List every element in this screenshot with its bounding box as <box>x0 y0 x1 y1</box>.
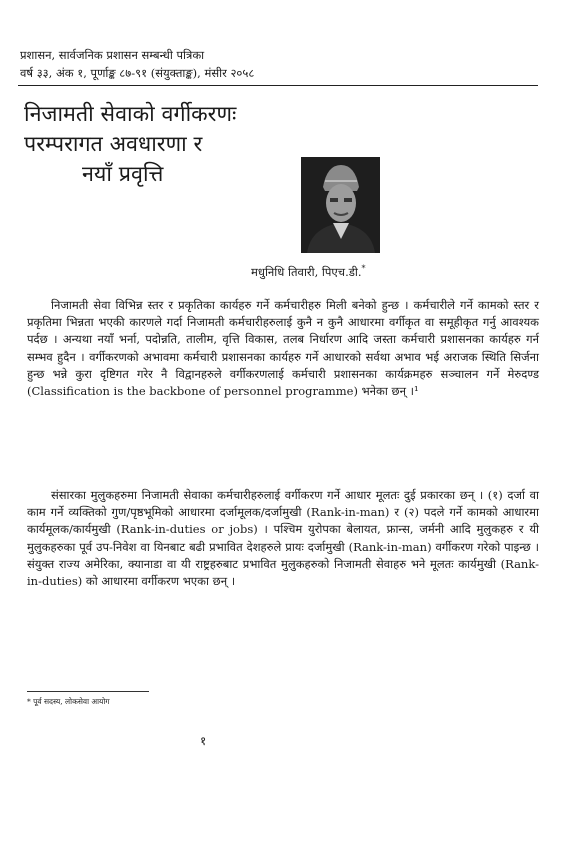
footnote: * पूर्व सदस्य, लोकसेवा आयोग <box>27 697 110 706</box>
paragraph-2 <box>27 487 539 590</box>
paragraph-text: निजामती सेवा विभिन्न स्तर र प्रकृतिका कार्यहरु गर्ने कर्मचारीहरु मिली बनेको हुन्छ । कर्मचारीले गर्ने कामको स्तर र प्रकृतिमा भिन्नता भएकी कारणले गर्दा निजामती कर्मचारीहरुलाई कुनै न कुनै आधारमा वर्गीकृत वा समूहीकृत गर्नु आवश्यक पर्दछ । अन्यथा नयाँ भर्ना, पदोन्नति, तालीम, वृत्ति विकास, तलब निर्धारण आदि जस्ता कर्मचारी प्रशासनका कार्यहरु गर्न सम्भव हुदैन । वर्गीकरणको अभावमा कर्मचारी प्रशासनका कार्यहरु गर्ने आधारको सर्वथा अभाव भई अराजक स्थिति सिर्जना हुन्छ भन्ने कुरा दृष्टिगत गरेर नै विद्वानहरुले वर्गीकरणलाई कर्मचारी प्रशासनका कार्यक्रमहरु सञ्चालन गर्ने मेरुदण्ड (Classification is the backbone of personnel programme) भनेका छन् ।¹ <box>27 298 539 399</box>
author-photo <box>301 157 380 253</box>
article-title <box>24 100 314 190</box>
paragraph-1 <box>27 297 539 400</box>
header-rule <box>18 85 538 86</box>
journal-issue: वर्ष ३३, अंक १, पूर्णाङ्क ८७-९१ (संयुक्ताङ्क), मंसीर २०५८ <box>20 66 255 80</box>
journal-name: प्रशासन, सार्वजनिक प्रशासन सम्बन्धी पत्रिका <box>20 48 205 62</box>
page-number: १ <box>200 734 207 748</box>
author-name-text: मधुनिधि तिवारी, पिएच.डी. <box>251 264 362 279</box>
title-line-1: निजामती सेवाको वर्गीकरणः <box>24 102 237 127</box>
author-footnote-mark: * <box>361 264 366 273</box>
title-line-2: परम्परागत अवधारणा र <box>24 132 203 157</box>
title-line-3: नयाँ प्रवृत्ति <box>82 162 164 187</box>
footnote-rule <box>27 691 149 692</box>
author-name <box>251 264 366 280</box>
journal-header <box>20 46 254 82</box>
paragraph-text: संसारका मुलुकहरुमा निजामती सेवाका कर्मचारीहरुलाई वर्गीकरण गर्ने आधार मूलतः दुई प्रकारका छन् । (१) दर्जा वा काम गर्ने व्यक्तिको गुण/पृष्ठभूमिको आधारमा दर्जामूलक/दर्जामुखी (Rank-in-man) र (२) पदले गर्ने कामको आधारमा कार्यमूलक/कार्यमुखी (Rank-in-duties or jobs) । पश्चिम युरोपका बेलायत, फ्रान्स, जर्मनी आदि मुलुकहरु र यी मुलुकहरुका पूर्व उप-निवेश वा यिनबाट बढी प्रभावित देशहरुले प्रायः दर्जामुखी (Rank-in-man) वर्गीकरण गरेको पाइन्छ । संयुक्त राज्य अमेरिका, क्यानाडा वा यी राष्ट्रहरुबाट प्रभावित मुलुकहरुको निजामती सेवाहरु भने मूलतः कार्यमुखी (Rank-in-duties) को आधारमा वर्गीकरण भएका छन् । <box>27 488 539 589</box>
